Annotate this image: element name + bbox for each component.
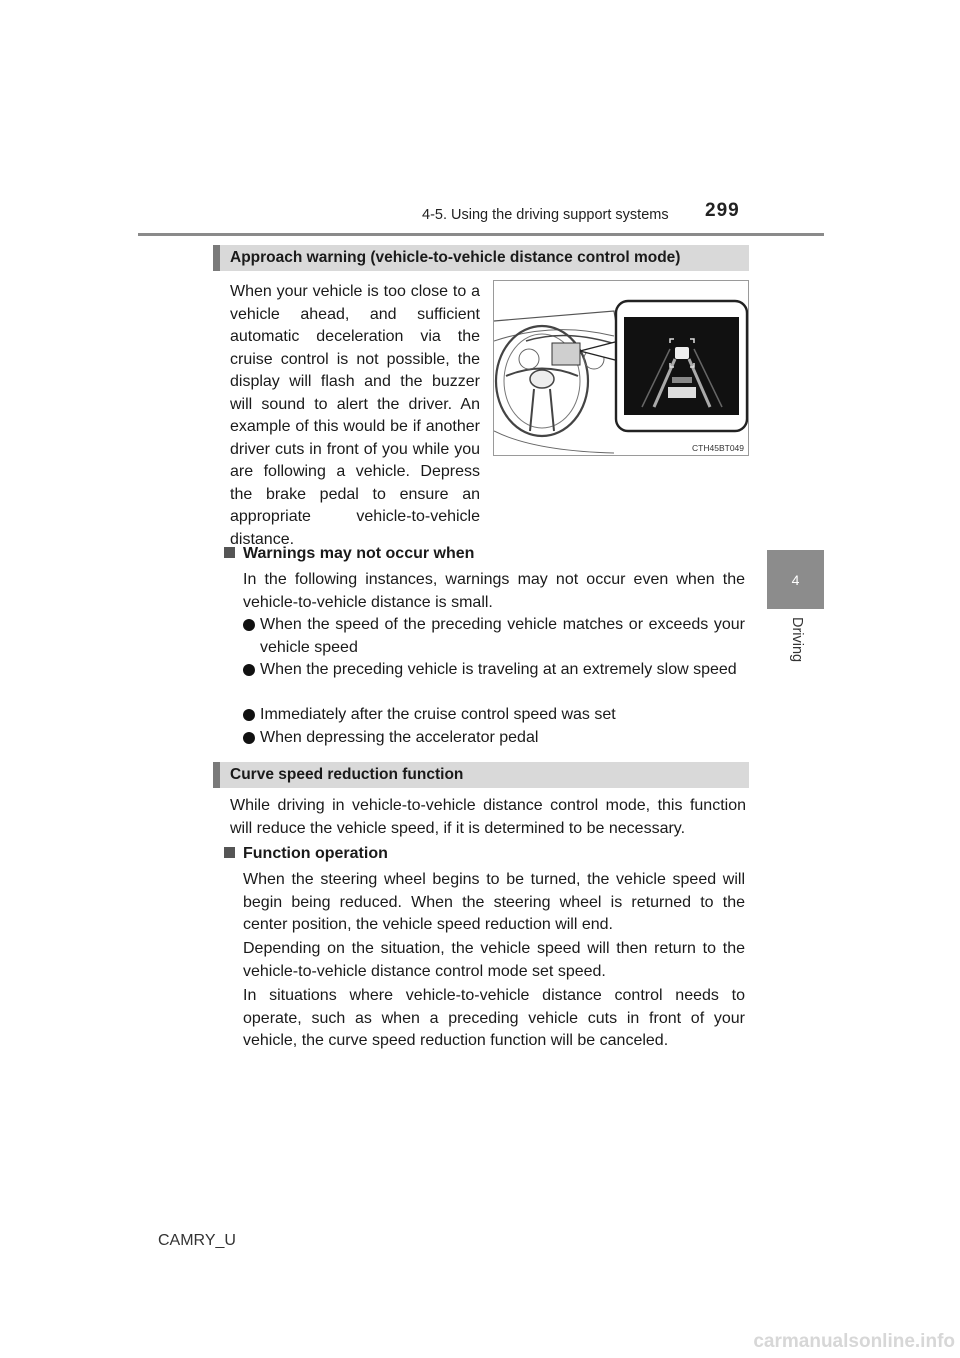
chapter-label-wrap bbox=[767, 617, 824, 677]
figure-code: CTH45BT049 bbox=[692, 443, 744, 453]
section-heading-curve-speed bbox=[213, 762, 749, 788]
subheading-warnings bbox=[224, 545, 474, 563]
header-divider bbox=[138, 233, 824, 236]
list-item bbox=[243, 659, 745, 682]
bullet-dot-icon bbox=[243, 619, 255, 631]
chapter-tab bbox=[767, 550, 824, 609]
curve-intro-paragraph: While driving in vehicle-to-vehicle distance control mode, this function will reduce the vehicle speed, if it is determined to be necessary. bbox=[230, 797, 746, 837]
section-heading-text: Approach warning (vehicle-to-vehicle distance control mode) bbox=[230, 249, 681, 266]
list-item bbox=[243, 704, 745, 727]
bullet-dot-icon bbox=[243, 664, 255, 676]
function-paragraph-3: In situations where vehicle-to-vehicle distance control needs to operate, such as when a preceding vehicle cuts in front of your vehicle, the curve speed reduction function will be canceled. bbox=[243, 987, 745, 1049]
warnings-paragraph: In the following instances, warnings may not occur even when the vehicle-to-vehicle distance is small. bbox=[243, 571, 745, 611]
subheading-function-operation bbox=[224, 845, 388, 863]
subheading-function-text: Function operation bbox=[243, 845, 388, 862]
list-item bbox=[243, 727, 745, 750]
function-paragraph-1: When the steering wheel begins to be turned, the vehicle speed will begin being reduced. When the steering wheel is returned to the center position, the vehicle speed reduction will end. bbox=[243, 871, 745, 933]
list-item bbox=[243, 614, 745, 659]
approach-intro-paragraph: When your vehicle is too close to a vehicle ahead, and sufficient automatic deceleration via the cruise control is not possible, the display will flash and the buzzer will sound to alert the driver. An example of this would be if another driver cuts in front of you while you are following a vehicle. Depress the brake pedal to ensure an appropriate vehicle-to-vehicle distance. bbox=[230, 283, 480, 548]
bullet-dot-icon bbox=[243, 709, 255, 721]
bullet-dot-icon bbox=[243, 732, 255, 744]
model-code: CAMRY_U bbox=[158, 1232, 236, 1249]
list-item-text: When depressing the accelerator pedal bbox=[260, 729, 539, 746]
list-item-text: When the speed of the preceding vehicle matches or exceeds your vehicle speed bbox=[260, 616, 745, 656]
section-heading-approach-warning bbox=[213, 245, 749, 271]
dashboard-illustration bbox=[493, 280, 749, 456]
page-number: 299 bbox=[705, 200, 740, 221]
square-bullet-icon bbox=[224, 547, 235, 558]
dashboard-drawing bbox=[494, 281, 749, 456]
square-bullet-icon bbox=[224, 847, 235, 858]
chapter-label: Driving bbox=[788, 617, 805, 663]
running-header-section: 4-5. Using the driving support systems bbox=[422, 207, 669, 223]
watermark-text: carmanualsonline.info bbox=[753, 1331, 955, 1352]
subheading-warnings-text: Warnings may not occur when bbox=[243, 545, 475, 562]
chapter-number: 4 bbox=[791, 572, 800, 588]
section-heading-text: Curve speed reduction function bbox=[230, 766, 464, 783]
function-paragraph-2: Depending on the situation, the vehicle speed will then return to the vehicle-to-vehicle distance control mode set speed. bbox=[243, 940, 745, 980]
list-item-text: When the preceding vehicle is traveling at an extremely slow speed bbox=[260, 661, 737, 678]
list-item-text: Immediately after the cruise control speed was set bbox=[260, 706, 616, 723]
